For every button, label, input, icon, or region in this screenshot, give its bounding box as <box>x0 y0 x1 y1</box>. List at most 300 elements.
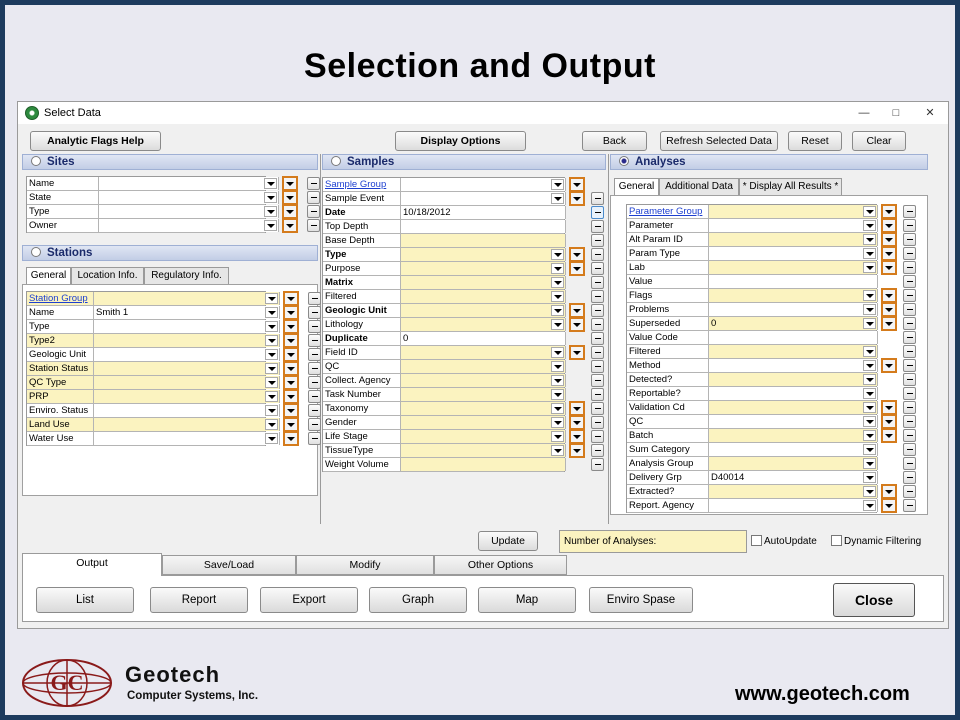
field-value[interactable] <box>401 402 566 415</box>
minus-button[interactable] <box>903 485 916 498</box>
dropdown-arrow-icon[interactable] <box>551 305 564 316</box>
dropdown-arrow-icon[interactable] <box>863 234 876 245</box>
minus-button[interactable] <box>591 276 604 289</box>
field-row <box>27 432 265 446</box>
field-value[interactable] <box>709 275 878 288</box>
filter-dropdown-button[interactable] <box>283 431 299 446</box>
tab-output[interactable]: Output <box>22 553 162 576</box>
field-value[interactable] <box>709 247 878 260</box>
dropdown-arrow-icon[interactable] <box>551 417 564 428</box>
filter-dropdown-button[interactable] <box>881 414 897 429</box>
dropdown-arrow-icon[interactable] <box>264 220 277 231</box>
field-value[interactable] <box>94 320 280 333</box>
dropdown-arrow-icon[interactable] <box>863 444 876 455</box>
filter-dropdown-button[interactable] <box>282 204 298 219</box>
filter-dropdown-button[interactable] <box>881 246 897 261</box>
samples-grid <box>322 177 565 472</box>
field-row <box>323 262 564 276</box>
minus-button[interactable] <box>903 205 916 218</box>
analyses-header[interactable] <box>610 154 928 170</box>
dropdown-arrow-icon[interactable] <box>265 363 278 374</box>
minus-button[interactable] <box>903 303 916 316</box>
minus-button[interactable] <box>591 318 604 331</box>
minus-button[interactable] <box>307 219 320 232</box>
samples-header[interactable] <box>322 154 606 170</box>
minus-button[interactable] <box>903 317 916 330</box>
reset-button[interactable]: Reset <box>788 131 842 151</box>
tab-station-regulatory[interactable]: Regulatory Info. <box>144 267 229 284</box>
dropdown-arrow-icon[interactable] <box>551 193 564 204</box>
field-value[interactable] <box>99 205 279 218</box>
field-value[interactable] <box>401 178 566 191</box>
minus-button[interactable] <box>308 306 321 319</box>
minus-button[interactable] <box>308 348 321 361</box>
field-value[interactable] <box>401 318 566 331</box>
field-value[interactable]: 10/18/2012 <box>401 206 566 219</box>
field-label: Purpose <box>323 262 401 275</box>
filter-dropdown-button[interactable] <box>881 260 897 275</box>
filter-dropdown-button[interactable] <box>283 291 299 306</box>
dropdown-arrow-icon[interactable] <box>265 335 278 346</box>
tab-station-location[interactable]: Location Info. <box>71 267 144 284</box>
field-value[interactable]: Smith 1 <box>94 306 280 319</box>
dropdown-arrow-icon[interactable] <box>551 389 564 400</box>
field-value[interactable] <box>401 458 566 471</box>
dropdown-arrow-icon[interactable] <box>551 431 564 442</box>
field-label: Parameter <box>627 219 709 232</box>
dropdown-arrow-icon[interactable] <box>863 402 876 413</box>
field-value[interactable] <box>94 362 280 375</box>
minus-button[interactable] <box>903 373 916 386</box>
field-value[interactable]: 0 <box>401 332 566 345</box>
dropdown-arrow-icon[interactable] <box>551 375 564 386</box>
filter-dropdown-button[interactable] <box>569 345 585 360</box>
field-label: Analysis Group <box>627 457 709 470</box>
field-value[interactable] <box>401 416 566 429</box>
field-value[interactable] <box>709 401 878 414</box>
minus-button[interactable] <box>591 220 604 233</box>
dropdown-arrow-icon[interactable] <box>551 249 564 260</box>
filter-dropdown-button[interactable] <box>282 176 298 191</box>
field-value[interactable]: 0 <box>709 317 878 330</box>
filter-dropdown-button[interactable] <box>283 403 299 418</box>
filter-dropdown-button[interactable] <box>569 177 585 192</box>
minus-button[interactable] <box>591 402 604 415</box>
tab-save-load[interactable]: Save/Load <box>162 555 296 575</box>
tab-modify[interactable]: Modify <box>296 555 434 575</box>
dropdown-arrow-icon[interactable] <box>863 388 876 399</box>
field-row <box>27 177 265 191</box>
dropdown-arrow-icon[interactable] <box>551 361 564 372</box>
dropdown-arrow-icon[interactable] <box>863 290 876 301</box>
filter-dropdown-button[interactable] <box>569 415 585 430</box>
filter-dropdown-button[interactable] <box>283 347 299 362</box>
field-label: Type <box>27 320 94 333</box>
filter-dropdown-button[interactable] <box>283 375 299 390</box>
field-value[interactable] <box>401 430 566 443</box>
filter-dropdown-button[interactable] <box>881 400 897 415</box>
dropdown-arrow-icon[interactable] <box>551 263 564 274</box>
minus-button[interactable] <box>903 331 916 344</box>
minus-button[interactable] <box>903 387 916 400</box>
filter-dropdown-button[interactable] <box>569 261 585 276</box>
minus-button[interactable] <box>903 345 916 358</box>
filter-dropdown-button[interactable] <box>881 498 897 513</box>
auto-update-checkbox[interactable] <box>751 535 817 547</box>
minus-button[interactable] <box>591 430 604 443</box>
field-value[interactable] <box>709 233 878 246</box>
field-label: Sample Event <box>323 192 401 205</box>
dropdown-arrow-icon[interactable] <box>863 360 876 371</box>
minus-button[interactable] <box>591 262 604 275</box>
minus-button[interactable] <box>591 360 604 373</box>
tab-other-options[interactable]: Other Options <box>434 555 567 575</box>
dropdown-arrow-icon[interactable] <box>265 307 278 318</box>
minus-button[interactable] <box>903 247 916 260</box>
tab-analyses-additional-data[interactable]: Additional Data <box>659 178 739 195</box>
analyses-grid <box>626 204 877 513</box>
filter-dropdown-button[interactable] <box>282 218 298 233</box>
dropdown-arrow-icon[interactable] <box>863 318 876 329</box>
dropdown-arrow-icon[interactable] <box>863 220 876 231</box>
field-label: Geologic Unit <box>27 348 94 361</box>
field-value[interactable]: D40014 <box>709 471 878 484</box>
field-value[interactable] <box>709 443 878 456</box>
filter-dropdown-button[interactable] <box>569 317 585 332</box>
field-label: Report. Agency <box>627 499 709 512</box>
display-options-button[interactable]: Display Options <box>395 131 526 151</box>
field-value[interactable] <box>94 348 280 361</box>
field-row <box>627 345 876 359</box>
field-row <box>627 471 876 485</box>
filter-dropdown-button[interactable] <box>569 303 585 318</box>
field-value[interactable] <box>94 418 280 431</box>
field-value[interactable] <box>401 192 566 205</box>
field-label: Field ID <box>323 346 401 359</box>
field-value[interactable] <box>401 262 566 275</box>
filter-dropdown-button[interactable] <box>283 333 299 348</box>
field-value[interactable] <box>401 248 566 261</box>
filter-dropdown-button[interactable] <box>283 389 299 404</box>
field-label[interactable]: Sample Group <box>323 178 401 191</box>
filter-dropdown-button[interactable] <box>569 401 585 416</box>
dropdown-arrow-icon[interactable] <box>863 374 876 385</box>
field-row <box>627 331 876 345</box>
field-row <box>27 334 265 348</box>
tab-station-general[interactable]: General <box>26 267 71 285</box>
sites-header[interactable] <box>22 154 318 170</box>
maximize-icon[interactable]: □ <box>892 107 900 119</box>
field-value[interactable] <box>94 376 280 389</box>
dropdown-arrow-icon[interactable] <box>863 486 876 497</box>
filter-dropdown-button[interactable] <box>881 204 897 219</box>
field-value[interactable] <box>709 429 878 442</box>
field-value[interactable] <box>709 499 878 512</box>
filter-dropdown-button[interactable] <box>881 316 897 331</box>
dropdown-arrow-icon[interactable] <box>863 262 876 273</box>
field-label: Geologic Unit <box>323 304 401 317</box>
field-value[interactable] <box>99 219 279 232</box>
dynamic-filtering-checkbox[interactable] <box>831 535 921 547</box>
field-value[interactable] <box>99 191 279 204</box>
field-value[interactable] <box>401 346 566 359</box>
dropdown-arrow-icon[interactable] <box>264 192 277 203</box>
minus-button[interactable] <box>591 458 604 471</box>
field-value[interactable] <box>709 387 878 400</box>
field-row <box>323 318 564 332</box>
dropdown-arrow-icon[interactable] <box>551 277 564 288</box>
field-value[interactable] <box>709 485 878 498</box>
field-label: QC Type <box>27 376 94 389</box>
minus-button[interactable] <box>591 206 604 219</box>
minus-button[interactable] <box>307 177 320 190</box>
field-value[interactable] <box>709 415 878 428</box>
tab-analyses-display-all[interactable]: * Display All Results * <box>739 178 842 195</box>
field-row <box>323 458 564 472</box>
field-row <box>323 304 564 318</box>
dropdown-arrow-icon[interactable] <box>265 391 278 402</box>
field-value[interactable] <box>709 205 878 218</box>
minus-button[interactable] <box>591 290 604 303</box>
minus-button[interactable] <box>591 304 604 317</box>
field-row <box>323 276 564 290</box>
dropdown-arrow-icon[interactable] <box>264 206 277 217</box>
dropdown-arrow-icon[interactable] <box>863 248 876 259</box>
dropdown-arrow-icon[interactable] <box>551 403 564 414</box>
minus-button[interactable] <box>591 416 604 429</box>
dynamic-filtering-box[interactable] <box>831 535 842 546</box>
dropdown-arrow-icon[interactable] <box>863 346 876 357</box>
dropdown-arrow-icon[interactable] <box>551 347 564 358</box>
filter-dropdown-button[interactable] <box>283 319 299 334</box>
field-row <box>627 205 876 219</box>
field-label: Value Code <box>627 331 709 344</box>
field-value[interactable] <box>401 276 566 289</box>
field-value[interactable] <box>709 303 878 316</box>
field-label: Owner <box>27 219 99 232</box>
filter-dropdown-button[interactable] <box>569 247 585 262</box>
field-value[interactable] <box>401 360 566 373</box>
minus-button[interactable] <box>903 261 916 274</box>
field-value[interactable] <box>709 289 878 302</box>
filter-dropdown-button[interactable] <box>881 484 897 499</box>
filter-dropdown-button[interactable] <box>283 417 299 432</box>
dropdown-arrow-icon[interactable] <box>265 321 278 332</box>
filter-dropdown-button[interactable] <box>881 288 897 303</box>
field-row <box>323 192 564 206</box>
filter-dropdown-button[interactable] <box>881 428 897 443</box>
minus-button[interactable] <box>307 191 320 204</box>
auto-update-box[interactable] <box>751 535 762 546</box>
dropdown-arrow-icon[interactable] <box>265 405 278 416</box>
minus-button[interactable] <box>591 388 604 401</box>
minus-button[interactable] <box>308 404 321 417</box>
filter-dropdown-button[interactable] <box>881 218 897 233</box>
minus-button[interactable] <box>308 390 321 403</box>
field-value[interactable] <box>401 374 566 387</box>
field-value[interactable] <box>709 261 878 274</box>
field-value[interactable] <box>401 220 566 233</box>
samples-radio[interactable] <box>331 156 341 166</box>
graph-button[interactable]: Graph <box>369 587 467 613</box>
minus-button[interactable] <box>903 233 916 246</box>
dropdown-arrow-icon[interactable] <box>863 500 876 511</box>
field-label[interactable]: Parameter Group <box>627 205 709 218</box>
field-row <box>627 485 876 499</box>
dropdown-arrow-icon[interactable] <box>863 304 876 315</box>
field-row <box>627 233 876 247</box>
samples-title: Samples <box>347 156 395 168</box>
field-row <box>27 362 265 376</box>
close-window-icon[interactable]: ✕ <box>925 107 935 119</box>
field-value[interactable] <box>709 345 878 358</box>
field-value[interactable] <box>401 234 566 247</box>
back-button[interactable]: Back <box>582 131 647 151</box>
field-value[interactable] <box>709 359 878 372</box>
minimize-icon[interactable]: — <box>858 107 870 119</box>
clear-button[interactable]: Clear <box>852 131 906 151</box>
field-row <box>627 401 876 415</box>
minus-button[interactable] <box>903 401 916 414</box>
dropdown-arrow-icon[interactable] <box>265 419 278 430</box>
field-label: PRP <box>27 390 94 403</box>
field-row <box>627 219 876 233</box>
field-label: Water Use <box>27 432 94 445</box>
minus-button[interactable] <box>591 332 604 345</box>
minus-button[interactable] <box>903 457 916 470</box>
export-button[interactable]: Export <box>260 587 358 613</box>
minus-button[interactable] <box>308 432 321 445</box>
minus-button[interactable] <box>903 219 916 232</box>
minus-button[interactable] <box>591 374 604 387</box>
minus-button[interactable] <box>903 275 916 288</box>
dropdown-arrow-icon[interactable] <box>264 178 277 189</box>
analyses-radio[interactable] <box>619 156 629 166</box>
minus-button[interactable] <box>591 444 604 457</box>
field-value[interactable] <box>709 373 878 386</box>
dropdown-arrow-icon[interactable] <box>551 179 564 190</box>
filter-dropdown-button[interactable] <box>881 232 897 247</box>
tab-analyses-general[interactable]: General <box>614 178 659 196</box>
update-button[interactable]: Update <box>478 531 538 551</box>
minus-button[interactable] <box>308 376 321 389</box>
field-row <box>323 346 564 360</box>
map-button[interactable]: Map <box>478 587 576 613</box>
filter-dropdown-button[interactable] <box>881 358 897 373</box>
minus-button[interactable] <box>308 418 321 431</box>
minus-button[interactable] <box>903 443 916 456</box>
geotech-logo <box>19 657 115 714</box>
field-label: Date <box>323 206 401 219</box>
dropdown-arrow-icon[interactable] <box>863 206 876 217</box>
field-value[interactable] <box>401 388 566 401</box>
field-value[interactable] <box>94 432 280 445</box>
minus-button[interactable] <box>307 205 320 218</box>
stations-radio[interactable] <box>31 247 41 257</box>
field-label: Sum Category <box>627 443 709 456</box>
filter-dropdown-button[interactable] <box>569 443 585 458</box>
stations-header[interactable] <box>22 245 318 261</box>
minus-button[interactable] <box>903 289 916 302</box>
dropdown-arrow-icon[interactable] <box>265 349 278 360</box>
stations-grid <box>26 291 266 446</box>
field-row <box>627 387 876 401</box>
dropdown-arrow-icon[interactable] <box>863 430 876 441</box>
field-row <box>627 275 876 289</box>
minus-button[interactable] <box>308 334 321 347</box>
minus-button[interactable] <box>903 499 916 512</box>
field-value[interactable] <box>94 404 280 417</box>
field-value[interactable] <box>709 457 878 470</box>
field-value[interactable] <box>94 292 280 305</box>
dropdown-arrow-icon[interactable] <box>265 433 278 444</box>
field-row <box>627 429 876 443</box>
minus-button[interactable] <box>591 346 604 359</box>
dropdown-arrow-icon[interactable] <box>863 472 876 483</box>
minus-button[interactable] <box>591 192 604 205</box>
website-url[interactable]: www.geotech.com <box>735 683 910 705</box>
dropdown-arrow-icon[interactable] <box>863 416 876 427</box>
window-title: Select Data <box>44 107 101 119</box>
field-label: Reportable? <box>627 387 709 400</box>
dropdown-arrow-icon[interactable] <box>863 458 876 469</box>
minus-button[interactable] <box>308 362 321 375</box>
dropdown-arrow-icon[interactable] <box>551 445 564 456</box>
field-label: Delivery Grp <box>627 471 709 484</box>
minus-button[interactable] <box>903 415 916 428</box>
analytic-flags-help-button[interactable]: Analytic Flags Help <box>30 131 161 151</box>
svg-text:GC: GC <box>50 670 84 695</box>
refresh-selected-data-button[interactable]: Refresh Selected Data <box>660 131 778 151</box>
close-button[interactable]: Close <box>833 583 915 617</box>
filter-dropdown-button[interactable] <box>282 190 298 205</box>
dropdown-arrow-icon[interactable] <box>265 293 278 304</box>
minus-button[interactable] <box>903 429 916 442</box>
sites-radio[interactable] <box>31 156 41 166</box>
filter-dropdown-button[interactable] <box>881 302 897 317</box>
minus-button[interactable] <box>903 471 916 484</box>
minus-button[interactable] <box>308 320 321 333</box>
field-value[interactable] <box>401 290 566 303</box>
dropdown-arrow-icon[interactable] <box>551 319 564 330</box>
field-label: Matrix <box>323 276 401 289</box>
minus-button[interactable] <box>591 234 604 247</box>
field-value[interactable] <box>709 331 878 344</box>
report-button[interactable]: Report <box>150 587 248 613</box>
field-label: Collect. Agency <box>323 374 401 387</box>
field-value[interactable] <box>401 444 566 457</box>
field-label: Station Status <box>27 362 94 375</box>
filter-dropdown-button[interactable] <box>283 305 299 320</box>
minus-button[interactable] <box>591 248 604 261</box>
filter-dropdown-button[interactable] <box>569 429 585 444</box>
enviro-spase-button[interactable]: Enviro Spase <box>589 587 693 613</box>
field-value[interactable] <box>401 304 566 317</box>
dropdown-arrow-icon[interactable] <box>551 291 564 302</box>
field-value[interactable] <box>709 219 878 232</box>
filter-dropdown-button[interactable] <box>283 361 299 376</box>
minus-button[interactable] <box>308 292 321 305</box>
field-value[interactable] <box>94 334 280 347</box>
field-label[interactable]: Station Group <box>27 292 94 305</box>
field-label: State <box>27 191 99 204</box>
minus-button[interactable] <box>903 359 916 372</box>
dropdown-arrow-icon[interactable] <box>265 377 278 388</box>
field-value[interactable] <box>94 390 280 403</box>
field-value[interactable] <box>99 177 279 190</box>
list-button[interactable]: List <box>36 587 134 613</box>
filter-dropdown-button[interactable] <box>569 191 585 206</box>
